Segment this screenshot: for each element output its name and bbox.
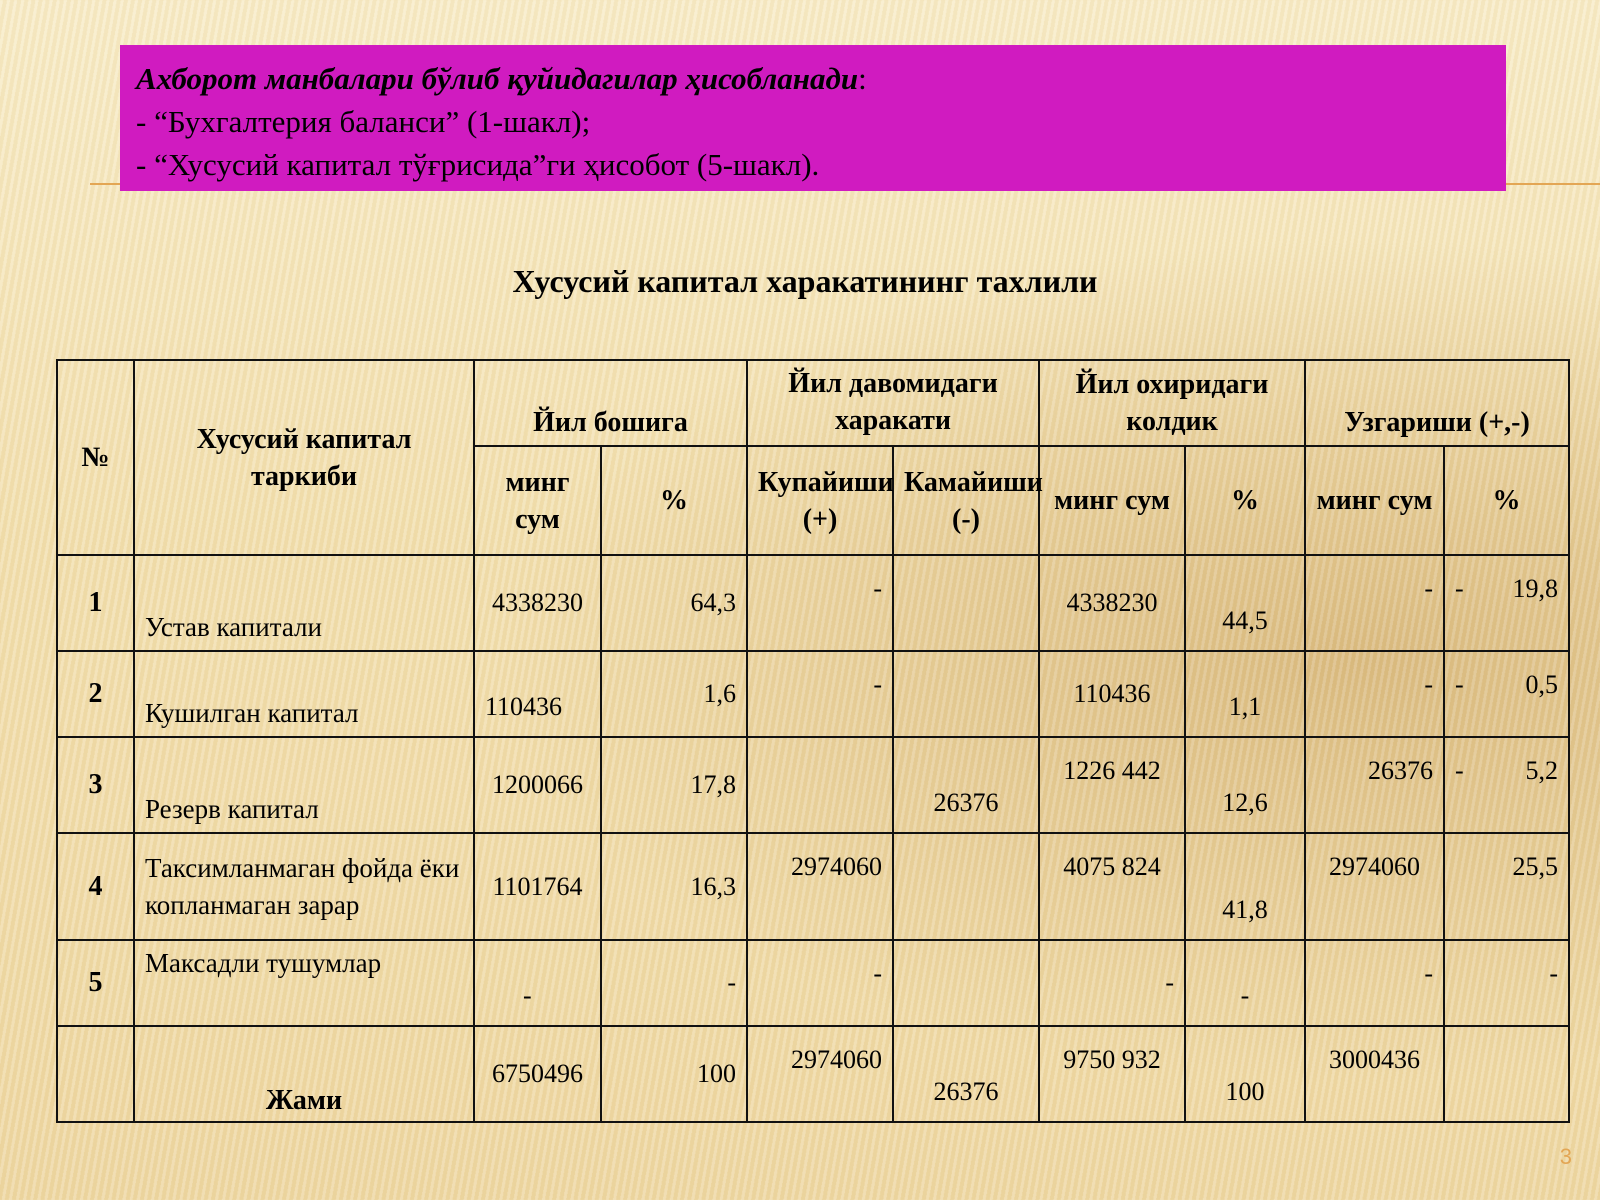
decrease-cell (893, 940, 1039, 1026)
change-pct-cell (1444, 737, 1569, 833)
start-sum-header: минг сум (474, 446, 601, 555)
sources-header (120, 45, 1506, 191)
col-end-header: Йил охиридаги колдик (1039, 360, 1305, 446)
end-pct-cell: 41,8 (1185, 833, 1305, 940)
end-sum-cell: 4075 824 (1039, 833, 1185, 940)
total-number-cell (57, 1026, 134, 1122)
increase-cell (747, 737, 893, 833)
start-sum-cell: 1101764 (474, 833, 601, 940)
col-during-header: Йил давомидаги харакати (747, 360, 1039, 446)
change-pct-sign: - (1455, 574, 1464, 603)
change-pct-cell (1444, 651, 1569, 737)
row-name: Резерв капитал (134, 737, 474, 833)
col-change-header: Узгариши (+,-) (1305, 360, 1569, 446)
table-row (57, 940, 1569, 1026)
start-sum-cell: 4338230 (474, 555, 601, 651)
row-number: 4 (57, 833, 134, 940)
total-label: Жами (134, 1026, 474, 1122)
row-number: 3 (57, 737, 134, 833)
total-change-pct (1444, 1026, 1569, 1122)
col-number-header: № (57, 360, 134, 555)
row-name: Максадли тушумлар (134, 940, 474, 1026)
change-sum-cell: 26376 (1305, 737, 1444, 833)
total-start-sum: 6750496 (474, 1026, 601, 1122)
increase-cell: 2974060 (747, 833, 893, 940)
decrease-cell (893, 833, 1039, 940)
row-name: Кушилган капитал (134, 651, 474, 737)
row-name: Устав капитали (134, 555, 474, 651)
end-sum-cell: 110436 (1039, 651, 1185, 737)
change-pct-cell (1444, 833, 1569, 940)
end-pct-cell: 44,5 (1185, 555, 1305, 651)
decrease-cell (893, 651, 1039, 737)
change-pct-value: 5,2 (1525, 756, 1559, 785)
source-item-balance: - “Бухгалтерия баланси” (1-шакл); (136, 104, 591, 139)
change-pct-cell (1444, 940, 1569, 1026)
change-pct-value: - (1549, 959, 1559, 988)
total-increase: 2974060 (747, 1026, 893, 1122)
change-pct-value: 0,5 (1525, 670, 1559, 699)
row-number: 1 (57, 555, 134, 651)
start-pct-cell: 1,6 (601, 651, 747, 737)
change-sum-cell: - (1305, 940, 1444, 1026)
sources-intro-line (136, 57, 1490, 100)
row-name: Таксимланмаган фойда ёки копланмаган зарар (134, 833, 474, 940)
col-start-header: Йил бошига (474, 360, 747, 446)
end-sum-cell: - (1039, 940, 1185, 1026)
table-title: Хусусий капитал харакатининг тахлили (512, 263, 1098, 299)
header-row-1 (57, 360, 1569, 446)
start-sum-cell: - (474, 940, 601, 1026)
change-sum-cell: - (1305, 555, 1444, 651)
start-pct-header: % (601, 446, 747, 555)
start-pct-cell: 64,3 (601, 555, 747, 651)
table-row (57, 737, 1569, 833)
total-row (57, 1026, 1569, 1122)
col-composition-header: Хусусий капитал таркиби (134, 360, 474, 555)
total-end-sum: 9750 932 (1039, 1026, 1185, 1122)
page-number: 3 (1559, 1144, 1572, 1169)
change-pct-sign: - (1455, 670, 1464, 699)
change-pct-value: 25,5 (1512, 852, 1559, 881)
source-item-equity-report: - “Хусусий капитал тўғрисида”ги ҳисобот (5-шакл). (136, 147, 820, 182)
equity-analysis-table (56, 359, 1570, 1123)
sources-intro: Ахборот манбалари бўлиб қуйидагилар ҳисобланади (136, 61, 859, 96)
total-decrease: 26376 (893, 1026, 1039, 1122)
end-sum-cell: 4338230 (1039, 555, 1185, 651)
start-pct-cell: - (601, 940, 747, 1026)
increase-cell: - (747, 555, 893, 651)
change-pct-value: 19,8 (1512, 574, 1559, 603)
sources-intro-colon: : (858, 61, 867, 96)
decrease-cell: 26376 (893, 737, 1039, 833)
end-pct-cell: - (1185, 940, 1305, 1026)
decrease-header: Камайиши (-) (893, 446, 1039, 555)
row-number: 2 (57, 651, 134, 737)
change-sum-cell: - (1305, 651, 1444, 737)
increase-cell: - (747, 651, 893, 737)
decrease-cell (893, 555, 1039, 651)
start-sum-cell: 1200066 (474, 737, 601, 833)
change-pct-header: % (1444, 446, 1569, 555)
change-sum-cell: 2974060 (1305, 833, 1444, 940)
end-sum-cell: 1226 442 (1039, 737, 1185, 833)
row-number: 5 (57, 940, 134, 1026)
end-pct-header: % (1185, 446, 1305, 555)
start-pct-cell: 16,3 (601, 833, 747, 940)
table-row (57, 555, 1569, 651)
change-pct-sign: - (1455, 756, 1464, 785)
increase-cell: - (747, 940, 893, 1026)
change-sum-header: минг сум (1305, 446, 1444, 555)
total-end-pct: 100 (1185, 1026, 1305, 1122)
total-start-pct: 100 (601, 1026, 747, 1122)
increase-header: Купайиши (+) (747, 446, 893, 555)
end-pct-cell: 12,6 (1185, 737, 1305, 833)
table-row (57, 833, 1569, 940)
start-pct-cell: 17,8 (601, 737, 747, 833)
start-sum-cell: 110436 (474, 651, 601, 737)
end-pct-cell: 1,1 (1185, 651, 1305, 737)
change-pct-cell (1444, 555, 1569, 651)
end-sum-header: минг сум (1039, 446, 1185, 555)
table-row (57, 651, 1569, 737)
total-change-sum: 3000436 (1305, 1026, 1444, 1122)
